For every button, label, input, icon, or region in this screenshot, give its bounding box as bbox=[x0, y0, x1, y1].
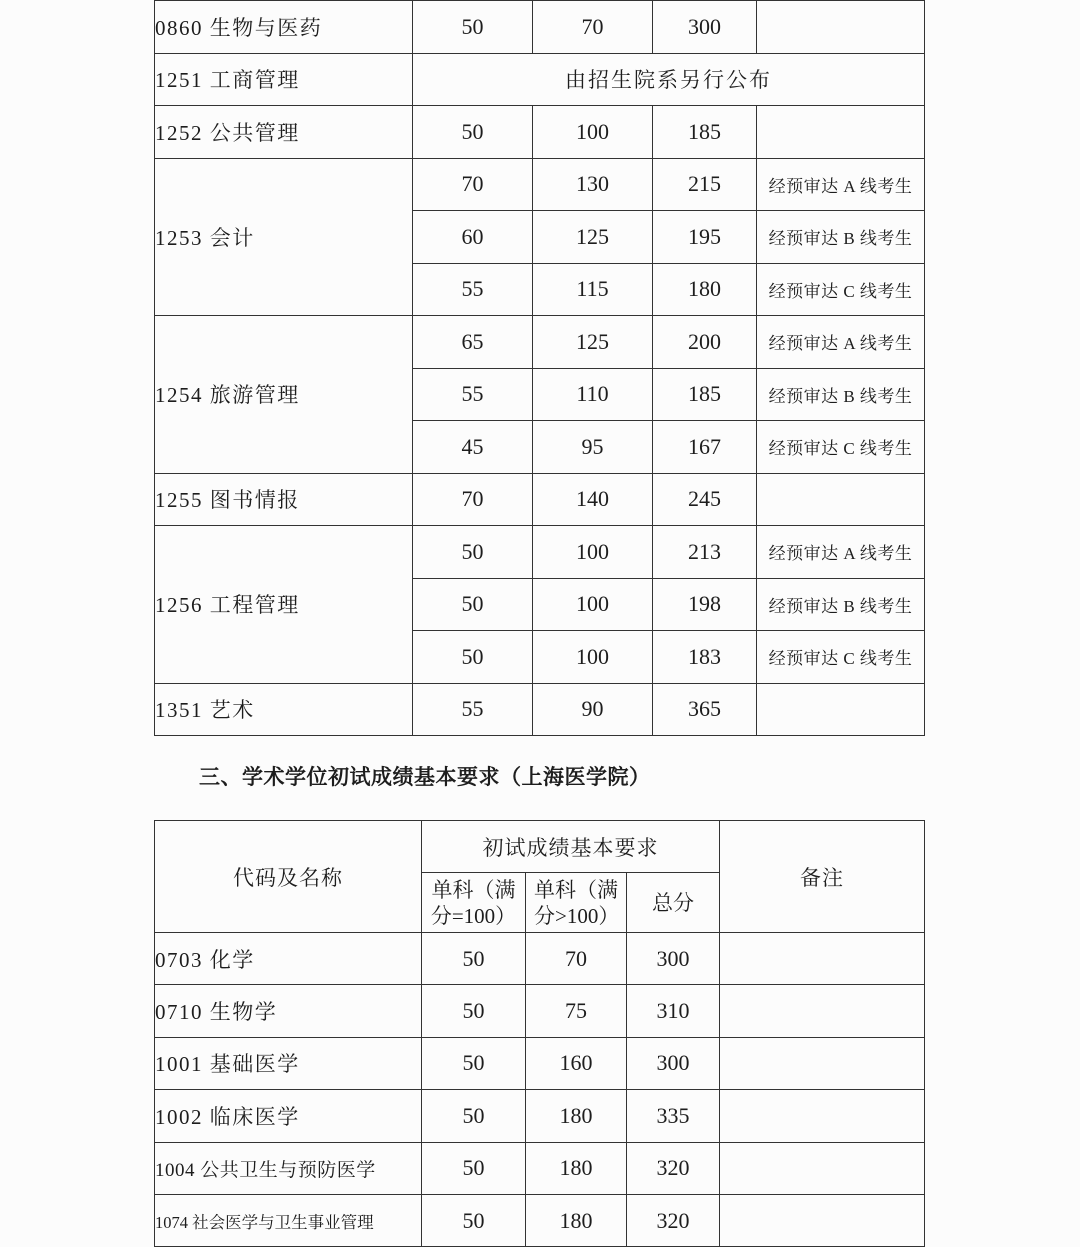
program-cell: 1001 基础医学 bbox=[155, 1037, 422, 1089]
score-cell: 140 bbox=[533, 473, 653, 526]
program-cell: 1252 公共管理 bbox=[155, 106, 413, 159]
remark-cell bbox=[720, 1194, 925, 1246]
program-cell: 1255 图书情报 bbox=[155, 473, 413, 526]
score-cell: 320 bbox=[627, 1194, 720, 1246]
program-cell: 1253 会计 bbox=[155, 158, 413, 316]
program-cell: 1004 公共卫生与预防医学 bbox=[155, 1142, 422, 1194]
table-row bbox=[155, 933, 925, 985]
remark-cell: 经预审达 B 线考生 bbox=[757, 368, 925, 421]
program-cell: 0710 生物学 bbox=[155, 985, 422, 1037]
score-cell: 70 bbox=[413, 158, 533, 211]
score-cell: 125 bbox=[533, 316, 653, 369]
score-cell: 50 bbox=[413, 631, 533, 684]
score-cell: 183 bbox=[653, 631, 757, 684]
remark-cell: 经预审达 A 线考生 bbox=[757, 158, 925, 211]
score-cell: 310 bbox=[627, 985, 720, 1037]
remark-cell bbox=[757, 473, 925, 526]
program-cell: 1351 艺术 bbox=[155, 683, 413, 736]
score-cell: 200 bbox=[653, 316, 757, 369]
table-row bbox=[155, 158, 925, 211]
remark-cell: 经预审达 C 线考生 bbox=[757, 631, 925, 684]
table-row bbox=[155, 526, 925, 579]
remark-cell bbox=[757, 106, 925, 159]
score-cell: 100 bbox=[533, 526, 653, 579]
section-3-heading: 三、学术学位初试成绩基本要求（上海医学院） bbox=[199, 766, 651, 789]
score-cell: 125 bbox=[533, 211, 653, 264]
score-cell: 100 bbox=[533, 631, 653, 684]
table-row bbox=[155, 53, 925, 106]
score-cell: 95 bbox=[533, 421, 653, 474]
score-cell: 180 bbox=[526, 1090, 627, 1142]
program-cell: 1251 工商管理 bbox=[155, 53, 413, 106]
program-cell: 1256 工程管理 bbox=[155, 526, 413, 684]
table-row bbox=[155, 1194, 925, 1246]
remark-cell bbox=[757, 1, 925, 54]
header-total-score: 总分 bbox=[627, 873, 720, 933]
remark-cell bbox=[720, 985, 925, 1037]
score-cell: 245 bbox=[653, 473, 757, 526]
score-cell: 50 bbox=[422, 1037, 526, 1089]
table-row bbox=[155, 473, 925, 526]
score-cell: 55 bbox=[413, 368, 533, 421]
score-cell: 160 bbox=[526, 1037, 627, 1089]
score-cell: 215 bbox=[653, 158, 757, 211]
score-cell: 50 bbox=[422, 985, 526, 1037]
score-cell: 130 bbox=[533, 158, 653, 211]
remark-cell: 经预审达 C 线考生 bbox=[757, 421, 925, 474]
score-cell: 180 bbox=[653, 263, 757, 316]
score-cell: 50 bbox=[422, 933, 526, 985]
score-cell: 65 bbox=[413, 316, 533, 369]
score-cell: 300 bbox=[627, 1037, 720, 1089]
score-cell: 50 bbox=[413, 526, 533, 579]
score-cell: 180 bbox=[526, 1142, 627, 1194]
score-cell: 60 bbox=[413, 211, 533, 264]
header-score-requirements-group: 初试成绩基本要求 bbox=[422, 821, 720, 873]
table-row bbox=[155, 683, 925, 736]
score-cell: 180 bbox=[526, 1194, 627, 1246]
score-cell: 300 bbox=[653, 1, 757, 54]
score-cell: 320 bbox=[627, 1142, 720, 1194]
merged-announcement-cell: 由招生院系另行公布 bbox=[413, 53, 925, 106]
score-cell: 70 bbox=[533, 1, 653, 54]
program-cell: 1254 旅游管理 bbox=[155, 316, 413, 474]
remark-cell: 经预审达 A 线考生 bbox=[757, 526, 925, 579]
remark-cell bbox=[720, 1090, 925, 1142]
score-cell: 100 bbox=[533, 578, 653, 631]
table-row bbox=[155, 106, 925, 159]
academic-degree-score-table bbox=[154, 820, 925, 1247]
score-cell: 100 bbox=[533, 106, 653, 159]
table-row bbox=[155, 1142, 925, 1194]
table-row bbox=[155, 1, 925, 54]
score-cell: 50 bbox=[422, 1090, 526, 1142]
score-cell: 50 bbox=[422, 1194, 526, 1246]
score-cell: 198 bbox=[653, 578, 757, 631]
score-cell: 110 bbox=[533, 368, 653, 421]
score-cell: 90 bbox=[533, 683, 653, 736]
professional-degree-score-table bbox=[154, 0, 925, 736]
header-single-subject-over-100: 单科（满分>100） bbox=[526, 873, 627, 933]
score-cell: 185 bbox=[653, 106, 757, 159]
score-cell: 75 bbox=[526, 985, 627, 1037]
remark-cell: 经预审达 B 线考生 bbox=[757, 578, 925, 631]
program-cell: 1074 社会医学与卫生事业管理 bbox=[155, 1194, 422, 1246]
header-code-name: 代码及名称 bbox=[155, 821, 422, 933]
score-cell: 195 bbox=[653, 211, 757, 264]
program-cell: 0860 生物与医药 bbox=[155, 1, 413, 54]
score-cell: 115 bbox=[533, 263, 653, 316]
score-cell: 50 bbox=[413, 106, 533, 159]
table-row bbox=[155, 1037, 925, 1089]
header-remark: 备注 bbox=[720, 821, 925, 933]
score-cell: 50 bbox=[413, 578, 533, 631]
score-cell: 55 bbox=[413, 683, 533, 736]
remark-cell bbox=[720, 1142, 925, 1194]
header-single-subject-100: 单科（满分=100） bbox=[422, 873, 526, 933]
score-cell: 167 bbox=[653, 421, 757, 474]
score-cell: 55 bbox=[413, 263, 533, 316]
remark-cell: 经预审达 C 线考生 bbox=[757, 263, 925, 316]
table-row bbox=[155, 316, 925, 369]
remark-cell: 经预审达 B 线考生 bbox=[757, 211, 925, 264]
remark-cell bbox=[720, 1037, 925, 1089]
table-header-row bbox=[155, 821, 925, 873]
score-cell: 185 bbox=[653, 368, 757, 421]
remark-cell: 经预审达 A 线考生 bbox=[757, 316, 925, 369]
score-cell: 300 bbox=[627, 933, 720, 985]
remark-cell bbox=[757, 683, 925, 736]
table-row bbox=[155, 1090, 925, 1142]
score-cell: 365 bbox=[653, 683, 757, 736]
remark-cell bbox=[720, 933, 925, 985]
program-cell: 0703 化学 bbox=[155, 933, 422, 985]
score-cell: 45 bbox=[413, 421, 533, 474]
table-row bbox=[155, 985, 925, 1037]
program-cell: 1002 临床医学 bbox=[155, 1090, 422, 1142]
score-cell: 213 bbox=[653, 526, 757, 579]
score-cell: 50 bbox=[413, 1, 533, 54]
score-cell: 70 bbox=[526, 933, 627, 985]
score-cell: 335 bbox=[627, 1090, 720, 1142]
score-cell: 70 bbox=[413, 473, 533, 526]
score-cell: 50 bbox=[422, 1142, 526, 1194]
